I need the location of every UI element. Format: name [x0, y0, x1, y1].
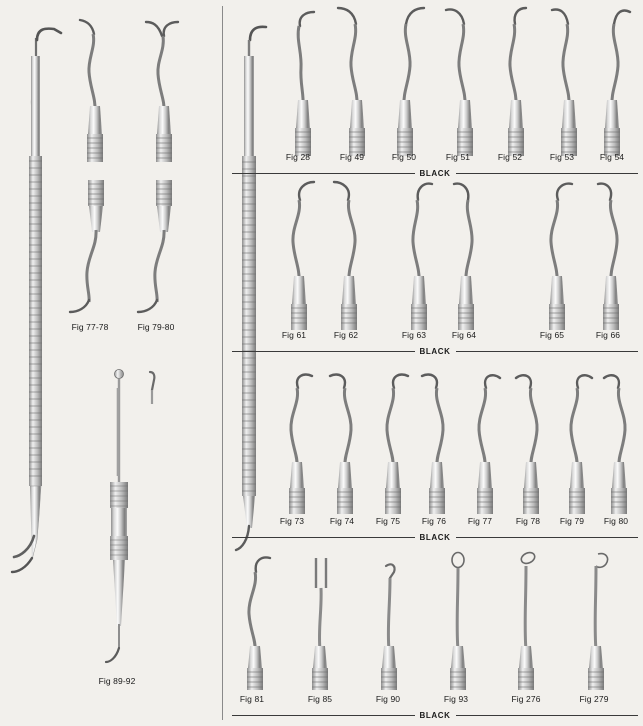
column-divider	[222, 6, 223, 720]
label-fig-90: Fig 90	[375, 694, 401, 704]
instrument-fig-49	[336, 4, 374, 160]
instrument-fig-50	[388, 4, 426, 160]
instrument-fig-54	[596, 4, 634, 160]
label-fig-66: Fig 66	[595, 330, 621, 340]
instrument-fig-81	[232, 552, 276, 692]
label-fig-49: Fig 49	[339, 152, 365, 162]
black-rule-row-4	[232, 710, 638, 720]
instrument-long-double-ended-2	[232, 16, 268, 576]
instrument-fig-77-78-lower	[62, 176, 112, 316]
label-fig-73: Fig 73	[279, 516, 305, 526]
black-rule-text: BLACK	[419, 346, 451, 356]
instrument-fig-75	[372, 366, 412, 516]
instrument-fig-276	[504, 548, 548, 692]
instrument-long-double-ended	[6, 16, 68, 586]
label-fig-276: Fig 276	[511, 694, 541, 704]
label-fig-79-80: Fig 79-80	[137, 322, 175, 332]
label-fig-77-78: Fig 77-78	[71, 322, 109, 332]
label-fig-64: Fig 64	[451, 330, 477, 340]
label-fig-63: Fig 63	[401, 330, 427, 340]
instrument-fig-64	[448, 178, 488, 334]
black-rule-row-3	[232, 532, 638, 542]
instrument-fig-65	[536, 178, 576, 334]
instrument-fig-62	[330, 178, 370, 334]
label-fig-75: Fig 75	[375, 516, 401, 526]
label-fig-79-row3: Fig 79	[559, 516, 585, 526]
instrument-fig-93	[436, 548, 480, 692]
black-rule-row-2	[232, 346, 638, 356]
label-fig-78-row3: Fig 78	[515, 516, 541, 526]
label-fig-279: Fig 279	[579, 694, 609, 704]
instrument-fig-80	[600, 366, 640, 516]
instrument-fig-63	[398, 178, 438, 334]
label-fig-85: Fig 85	[307, 694, 333, 704]
label-fig-74: Fig 74	[329, 516, 355, 526]
label-fig-76: Fig 76	[421, 516, 447, 526]
instrument-fig-77-78-upper	[72, 16, 112, 166]
instrument-fig-89-92	[96, 386, 140, 666]
instrument-fig-78	[512, 366, 552, 516]
black-rule-text: BLACK	[419, 710, 451, 720]
instrument-fig-52	[496, 4, 534, 160]
instrument-fig-61	[278, 178, 318, 334]
instrument-fig-77	[464, 366, 504, 516]
black-rule-text: BLACK	[419, 168, 451, 178]
label-fig-28: Fig 28	[285, 152, 311, 162]
black-rule-row-1	[232, 168, 638, 178]
instrument-fig-73	[276, 366, 316, 516]
label-fig-52: Fig 52	[497, 152, 523, 162]
instrument-fig-28	[282, 10, 316, 160]
label-fig-54: Fig 54	[599, 152, 625, 162]
label-fig-89-92: Fig 89-92	[98, 676, 136, 686]
label-fig-50: Fig 50	[391, 152, 417, 162]
instrument-fig-79	[556, 366, 596, 516]
instrument-fig-53	[548, 4, 586, 160]
instrument-probe-small	[142, 368, 160, 408]
label-fig-53: Fig 53	[549, 152, 575, 162]
instrument-fig-90	[368, 552, 412, 692]
black-rule-text: BLACK	[419, 532, 451, 542]
instrument-fig-79-80-upper	[140, 16, 186, 166]
instrument-fig-51	[444, 4, 482, 160]
instrument-fig-85	[300, 552, 344, 692]
label-fig-62: Fig 62	[333, 330, 359, 340]
instrument-fig-79-80-lower	[128, 176, 180, 316]
label-fig-51: Fig 51	[445, 152, 471, 162]
label-fig-61: Fig 61	[281, 330, 307, 340]
label-fig-93: Fig 93	[443, 694, 469, 704]
instrument-fig-279	[572, 548, 620, 692]
instrument-fig-74	[326, 366, 366, 516]
label-fig-65: Fig 65	[539, 330, 565, 340]
label-fig-77-row3: Fig 77	[467, 516, 493, 526]
label-fig-81: Fig 81	[239, 694, 265, 704]
instrument-fig-76	[418, 366, 458, 516]
instrument-fig-66	[592, 178, 632, 334]
label-fig-80-row3: Fig 80	[603, 516, 629, 526]
